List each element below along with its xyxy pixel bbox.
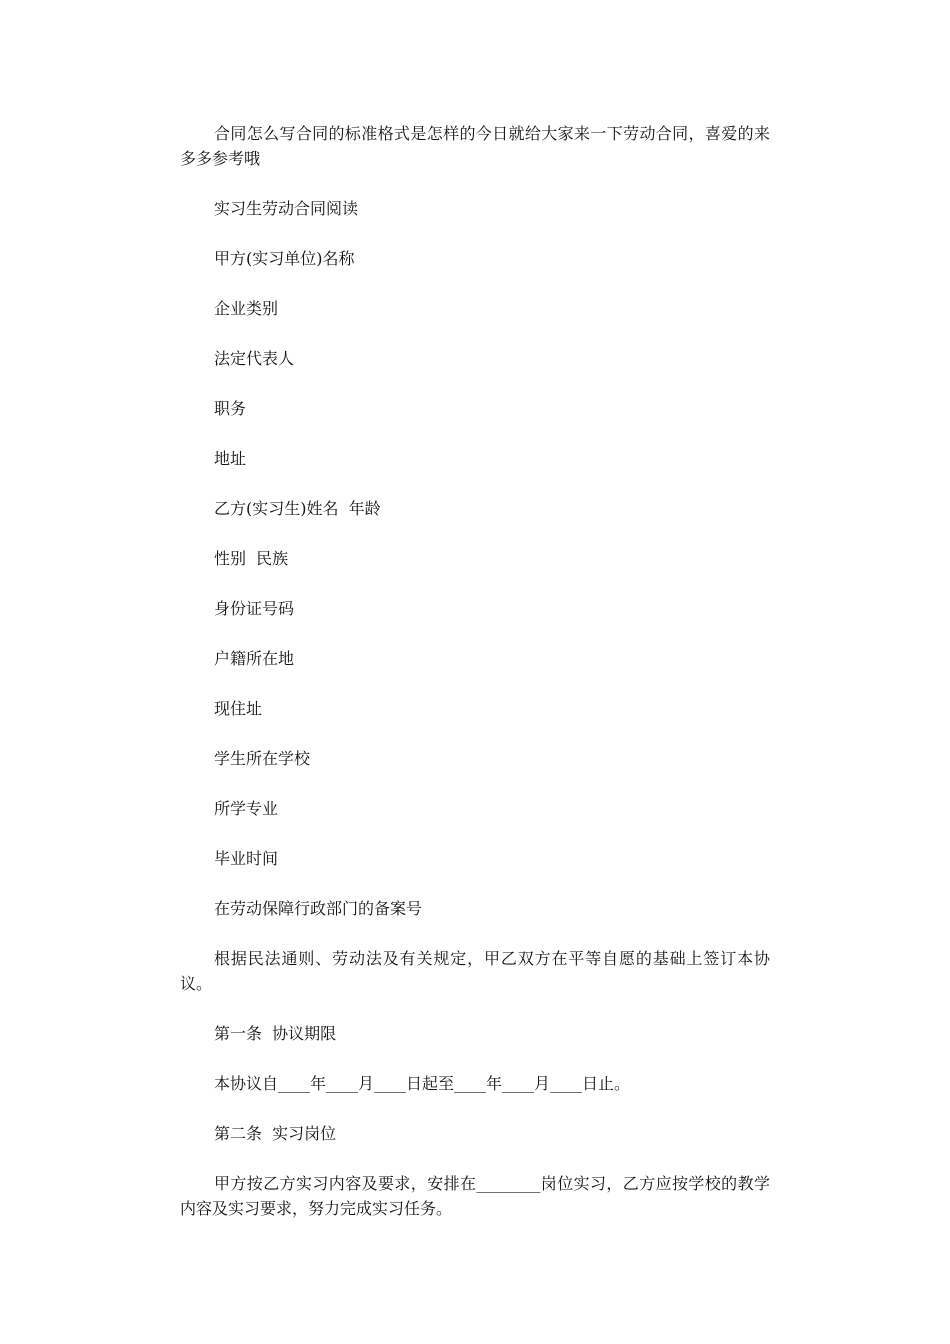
company-type-field: 企业类别 <box>214 299 279 318</box>
id-number-field: 身份证号码 <box>214 599 295 618</box>
article-1-body: 本协议自____年____月____日起至____年____月____日止。 <box>214 1074 631 1093</box>
article-2-body: 甲方按乙方实习内容及要求，安排在________岗位实习，乙方应按学校的教学内容及实习要求，努力完成实习任务。 <box>180 1174 770 1218</box>
gender-ethnicity-field: 性别 民族 <box>214 549 289 568</box>
position-field: 职务 <box>214 399 247 418</box>
contract-title: 实习生劳动合同阅读 <box>214 199 359 218</box>
intro-paragraph: 合同怎么写合同的标准格式是怎样的今日就给大家来一下劳动合同，喜爱的来多多参考哦 <box>180 124 770 168</box>
party-b-name-age-field: 乙方(实习生)姓名 年龄 <box>214 499 381 518</box>
preamble-paragraph: 根据民法通则、劳动法及有关规定，甲乙双方在平等自愿的基础上签订本协议。 <box>180 949 770 993</box>
current-address-field: 现住址 <box>214 699 263 718</box>
party-a-name-field: 甲方(实习单位)名称 <box>214 249 355 268</box>
school-field: 学生所在学校 <box>214 749 311 768</box>
registration-number-field: 在劳动保障行政部门的备案号 <box>214 899 423 918</box>
address-field: 地址 <box>214 449 247 468</box>
article-1-heading: 第一条 协议期限 <box>214 1024 337 1043</box>
legal-representative-field: 法定代表人 <box>214 349 295 368</box>
household-registration-field: 户籍所在地 <box>214 649 295 668</box>
graduation-time-field: 毕业时间 <box>214 849 279 868</box>
major-field: 所学专业 <box>214 799 279 818</box>
document-body <box>180 121 770 1246</box>
article-2-heading: 第二条 实习岗位 <box>214 1124 337 1143</box>
